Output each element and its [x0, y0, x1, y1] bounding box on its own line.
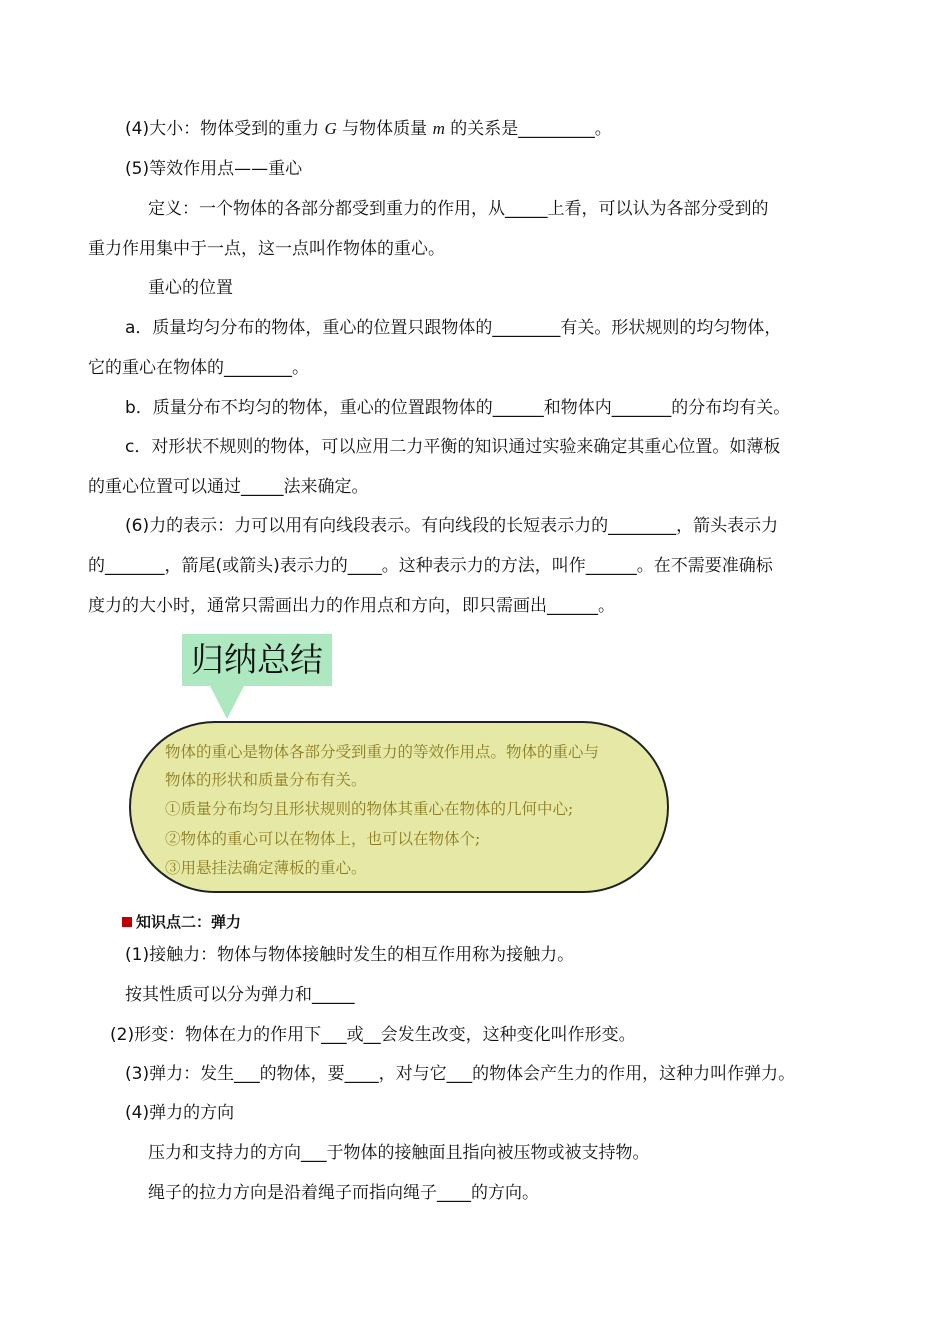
callout-pointer — [210, 686, 246, 720]
deformation-line: (2)形变：物体在力的作用下___或__会发生改变，这种变化叫作形变。 — [110, 1025, 636, 1045]
knowledge-point-heading: 知识点二：弹力 — [136, 913, 242, 931]
representation-line-2: 的_______，箭尾(或箭头)表示力的____。这种表示力的方法，叫作______。在不需要准确标 — [88, 556, 773, 576]
classification-line: 按其性质可以分为弹力和_____ — [125, 985, 355, 1005]
size-line-prefix: (4)大小：物体受到的重力 — [125, 119, 325, 139]
elastic-force-line: (3)弹力：发生___的物体，要____，对与它___的物体会产生力的作用，这种力叫作弹力。 — [125, 1064, 796, 1084]
direction-heading: (4)弹力的方向 — [125, 1103, 235, 1123]
size-line-middle: 与物体质量 — [336, 119, 433, 139]
item-b-line: b．质量分布不均匀的物体，重心的位置跟物体的______和物体内_______的分布均有关。 — [125, 398, 791, 418]
item-a-line-2: 它的重心在物体的________。 — [88, 358, 309, 378]
size-line-suffix: 的关系是_________。 — [444, 119, 612, 139]
definition-line-1: 定义：一个物体的各部分都受到重力的作用，从_____上看，可以认为各部分受到的 — [148, 199, 769, 219]
summary-title: 归纳总结 — [182, 634, 332, 686]
item-c-line-1: c．对形状不规则的物体，可以应用二力平衡的知识通过实验来确定其重心位置。如薄板 — [125, 437, 781, 457]
item-a-line-1: a．质量均匀分布的物体，重心的位置只跟物体的________有关。形状规则的均匀物体， — [125, 318, 782, 338]
position-heading: 重心的位置 — [148, 278, 233, 298]
summary-point-3: ③用悬挂法确定薄板的重心。 — [165, 859, 367, 877]
pressure-direction-line: 压力和支持力的方向___于物体的接触面且指向被压物或被支持物。 — [148, 1143, 650, 1163]
summary-line-2: 物体的形状和质量分布有关。 — [165, 771, 367, 789]
variable-g: G — [324, 119, 337, 138]
rope-direction-line: 绳子的拉力方向是沿着绳子而指向绳子____的方向。 — [148, 1183, 539, 1203]
item-c-line-2: 的重心位置可以通过_____法来确定。 — [88, 477, 369, 497]
summary-point-1: ①质量分布均匀且形状规则的物体其重心在物体的几何中心; — [165, 800, 574, 818]
representation-line-1: (6)力的表示：力可以用有向线段表示。有向线段的长短表示力的________，箭头表示力 — [125, 516, 779, 536]
representation-line-3: 度力的大小时，通常只需画出力的作用点和方向，即只需画出______。 — [88, 596, 615, 616]
variable-m: m — [432, 119, 445, 138]
center-of-gravity-heading: (5)等效作用点——重心 — [125, 159, 303, 179]
summary-point-2: ②物体的重心可以在物体上，也可以在物体个; — [165, 830, 481, 848]
definition-line-2: 重力作用集中于一点，这一点叫作物体的重心。 — [88, 239, 445, 259]
summary-bubble — [129, 721, 669, 893]
summary-line-1: 物体的重心是物体各部分受到重力的等效作用点。物体的重心与 — [165, 743, 600, 761]
section-marker-icon — [122, 917, 132, 927]
size-relation-line — [125, 117, 612, 141]
contact-force-line: (1)接触力：物体与物体接触时发生的相互作用称为接触力。 — [125, 945, 575, 965]
